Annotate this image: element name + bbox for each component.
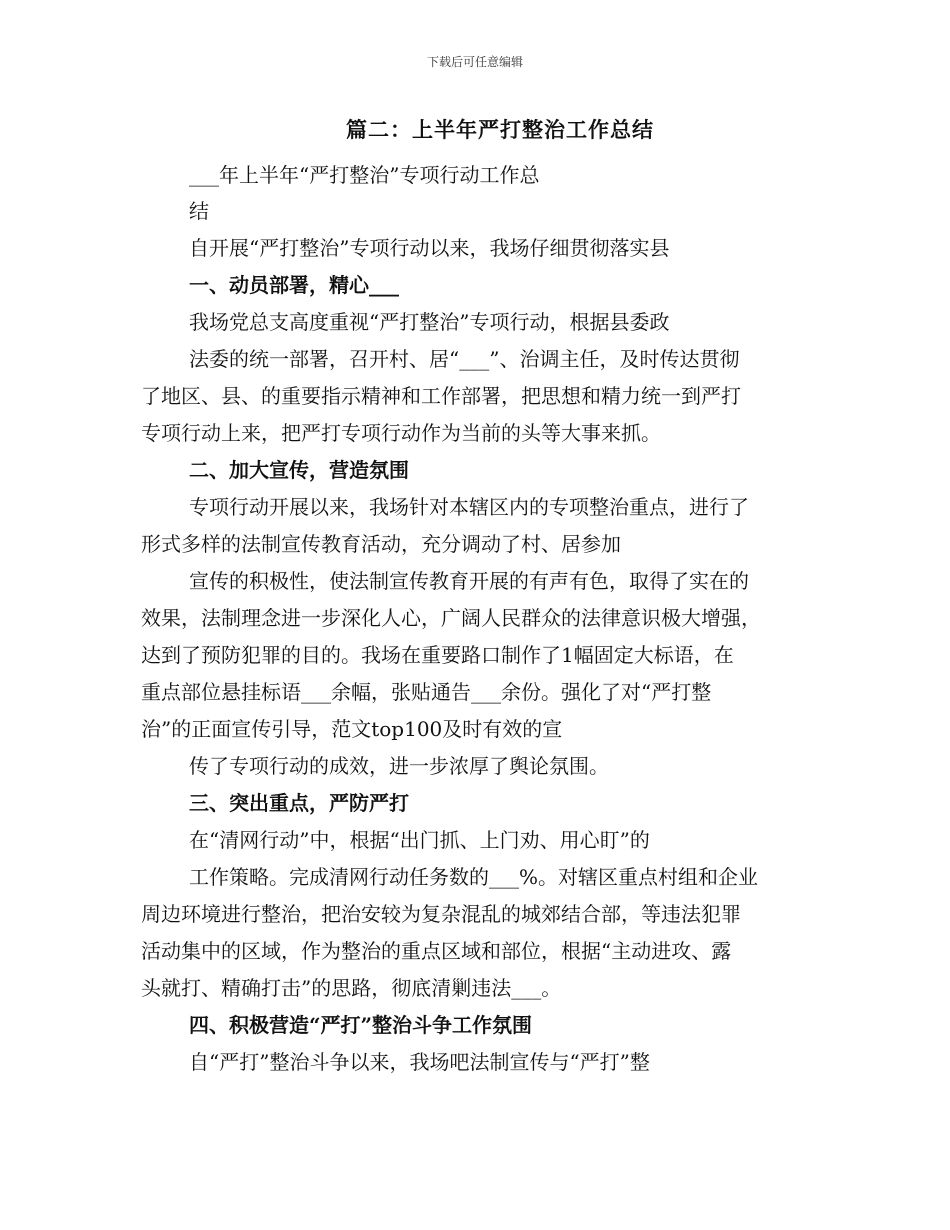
- paragraph-line: 我场党总支高度重视“严打整治”专项行动，根据县委政: [189, 310, 670, 334]
- paragraph-line: 自开展“严打整治”专项行动以来，我场仔细贯彻落实县: [189, 236, 670, 260]
- paragraph-line: 传了专项行动的成效，进一步浓厚了舆论氛围。: [189, 754, 609, 778]
- section-heading: 二、加大宣传，营造氛围: [189, 458, 409, 482]
- paragraph-line: 头就打、精确打击”的思路，彻底清剿违法___。: [141, 976, 562, 1000]
- paragraph-line: 宣传的积极性，使法制宣传教育开展的有声有色，取得了实在的: [189, 569, 749, 593]
- paragraph-line: 形式多样的法制宣传教育活动，充分调动了村、居参加: [141, 532, 621, 556]
- paragraph-line: 专项行动开展以来，我场针对本辖区内的专项整治重点，进行了: [189, 495, 749, 519]
- paragraph-line: 自“严打”整治斗争以来，我场吧法制宣传与“严打”整: [189, 1050, 650, 1074]
- paragraph-line: ___年上半年“严打整治”专项行动工作总: [189, 163, 540, 187]
- paragraph-line: 活动集中的区域，作为整治的重点区域和部位，根据“主动进攻、露: [141, 939, 732, 963]
- paragraph-line: 周边环境进行整治，把治安较为复杂混乱的城郊结合部，等违法犯罪: [141, 902, 741, 926]
- paragraph-line: 工作策略。完成清网行动任务数的___%。对辖区重点村组和企业: [189, 865, 759, 889]
- paragraph-line: 专项行动上来，把严打专项行动作为当前的头等大事来抓。: [141, 421, 661, 445]
- paragraph-line: 结: [189, 199, 209, 223]
- paragraph-line: 治”的正面宣传引导，范文top100及时有效的宣: [141, 717, 563, 741]
- section-heading: 一、动员部署，精心___: [189, 273, 399, 297]
- section-heading: 四、积极营造“严打”整治斗争工作氛围: [189, 1013, 533, 1037]
- paragraph-line: 达到了预防犯罪的目的。我场在重要路口制作了1幅固定大标语，在: [141, 643, 734, 667]
- paragraph-line: 了地区、县、的重要指示精神和工作部署，把思想和精力统一到严打: [141, 384, 741, 408]
- document-title: 篇二：上半年严打整治工作总结: [346, 117, 654, 142]
- header-note: 下载后可任意编辑: [426, 55, 523, 69]
- paragraph-line: 重点部位悬挂标语___余幅，张贴通告___余份。强化了对“严打整: [141, 680, 712, 704]
- paragraph-line: 法委的统一部署，召开村、居“___”、治调主任，及时传达贯彻: [189, 347, 740, 371]
- section-heading: 三、突出重点，严防严打: [189, 791, 409, 815]
- paragraph-line: 效果，法制理念进一步深化人心，广阔人民群众的法律意识极大增强，: [141, 606, 761, 630]
- paragraph-line: 在“清网行动”中，根据“出门抓、上门劝、用心盯”的: [189, 828, 650, 852]
